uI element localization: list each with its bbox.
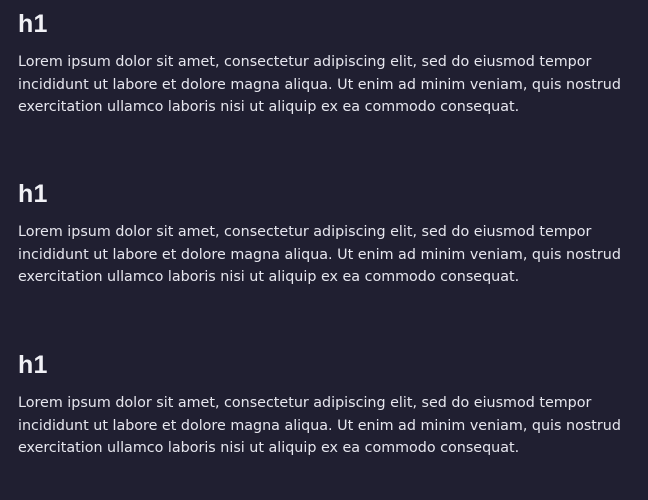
paragraph-line: Lorem ipsum dolor sit amet, consectetur adipiscing elit, sed do eiusmod tempor bbox=[18, 224, 592, 240]
section-heading: h1 bbox=[18, 180, 48, 208]
paragraph-line: exercitation ullamco laboris nisi ut aliquip ex ea commodo consequat. bbox=[18, 269, 520, 285]
paragraph-line: Lorem ipsum dolor sit amet, consectetur adipiscing elit, sed do eiusmod tempor bbox=[18, 395, 592, 411]
section-paragraph bbox=[18, 392, 630, 460]
paragraph-line: exercitation ullamco laboris nisi ut aliquip ex ea commodo consequat. bbox=[18, 440, 520, 456]
paragraph-line: incididunt ut labore et dolore magna aliqua. Ut enim ad minim veniam, quis nostrud bbox=[18, 76, 621, 93]
paragraph-line: incididunt ut labore et dolore magna aliqua. Ut enim ad minim veniam, quis nostrud bbox=[18, 246, 621, 263]
paragraph-line: exercitation ullamco laboris nisi ut aliquip ex ea commodo consequat. bbox=[18, 99, 520, 115]
section-paragraph bbox=[18, 221, 630, 289]
section-heading: h1 bbox=[18, 10, 48, 38]
paragraph-line: Lorem ipsum dolor sit amet, consectetur adipiscing elit, sed do eiusmod tempor bbox=[18, 54, 592, 70]
paragraph-line: incididunt ut labore et dolore magna aliqua. Ut enim ad minim veniam, quis nostrud bbox=[18, 417, 621, 434]
section-heading: h1 bbox=[18, 351, 48, 379]
section-paragraph bbox=[18, 51, 630, 119]
